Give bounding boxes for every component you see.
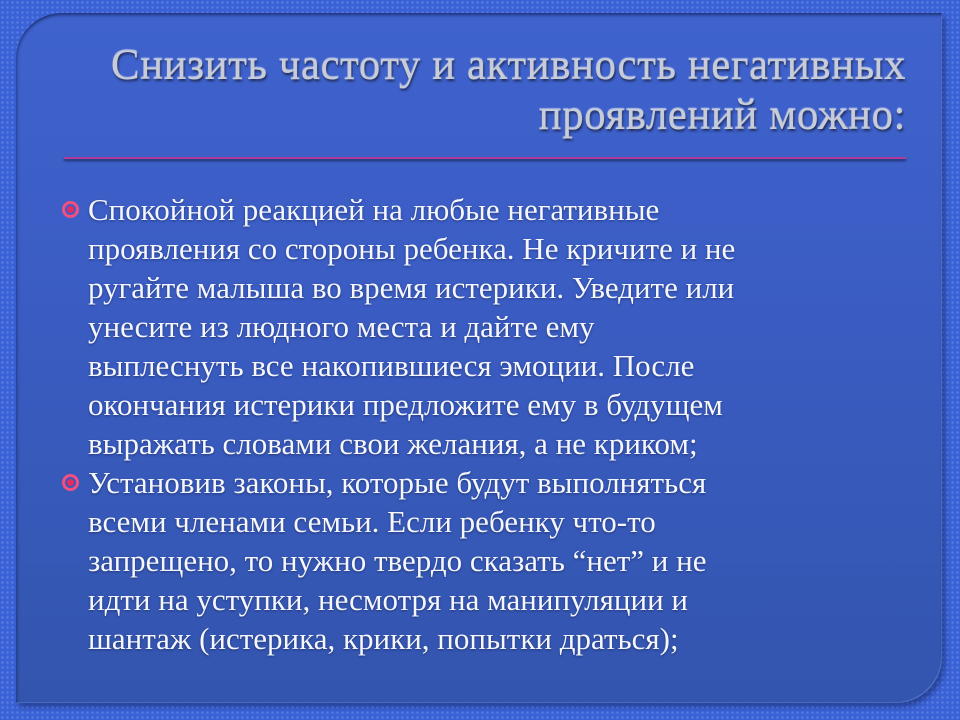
bullet-text-line: унесите из людного места и дайте ему	[88, 309, 595, 344]
list-item	[62, 190, 912, 463]
target-bullet-icon	[62, 474, 79, 491]
bullet-text-line: идти на уступки, несмотря на манипуляции и	[88, 582, 689, 617]
bullet-text-line: ругайте малыша во время истерики. Уведите или	[88, 270, 735, 305]
bullet-text-line: запрещено, то нужно твердо сказать “нет” и не	[88, 543, 707, 578]
bullet-text-line: Установив законы, которые будут выполняться	[88, 465, 707, 500]
slide-title	[16, 13, 942, 141]
bullet-text-line: выплеснуть все накопившиеся эмоции. После	[88, 348, 695, 383]
bullet-text-line: проявления со стороны ребенка. Не кричите и не	[88, 231, 736, 266]
bullet-text	[88, 463, 706, 658]
bullet-text-line: выражать словами свои желания, а не криком;	[88, 426, 698, 461]
target-bullet-icon	[62, 201, 79, 218]
title-line-1: Снизить частоту и активность негативных	[110, 42, 906, 89]
slide-panel	[16, 13, 942, 703]
slide-body	[16, 190, 942, 658]
title-line-2: проявлений можно:	[538, 92, 906, 139]
bullet-text-line: окончания истерики предложите ему в будущем	[88, 387, 723, 422]
bullet-text-line: всеми членами семьи. Если ребенку что-то	[88, 504, 656, 539]
bullet-text-line: Спокойной реакцией на любые негативные	[88, 192, 660, 227]
bullet-text	[88, 190, 735, 463]
bullet-text-line: шантаж (истерика, крики, попытки драться);	[88, 621, 679, 656]
title-underline	[64, 157, 906, 159]
list-item	[62, 463, 912, 658]
